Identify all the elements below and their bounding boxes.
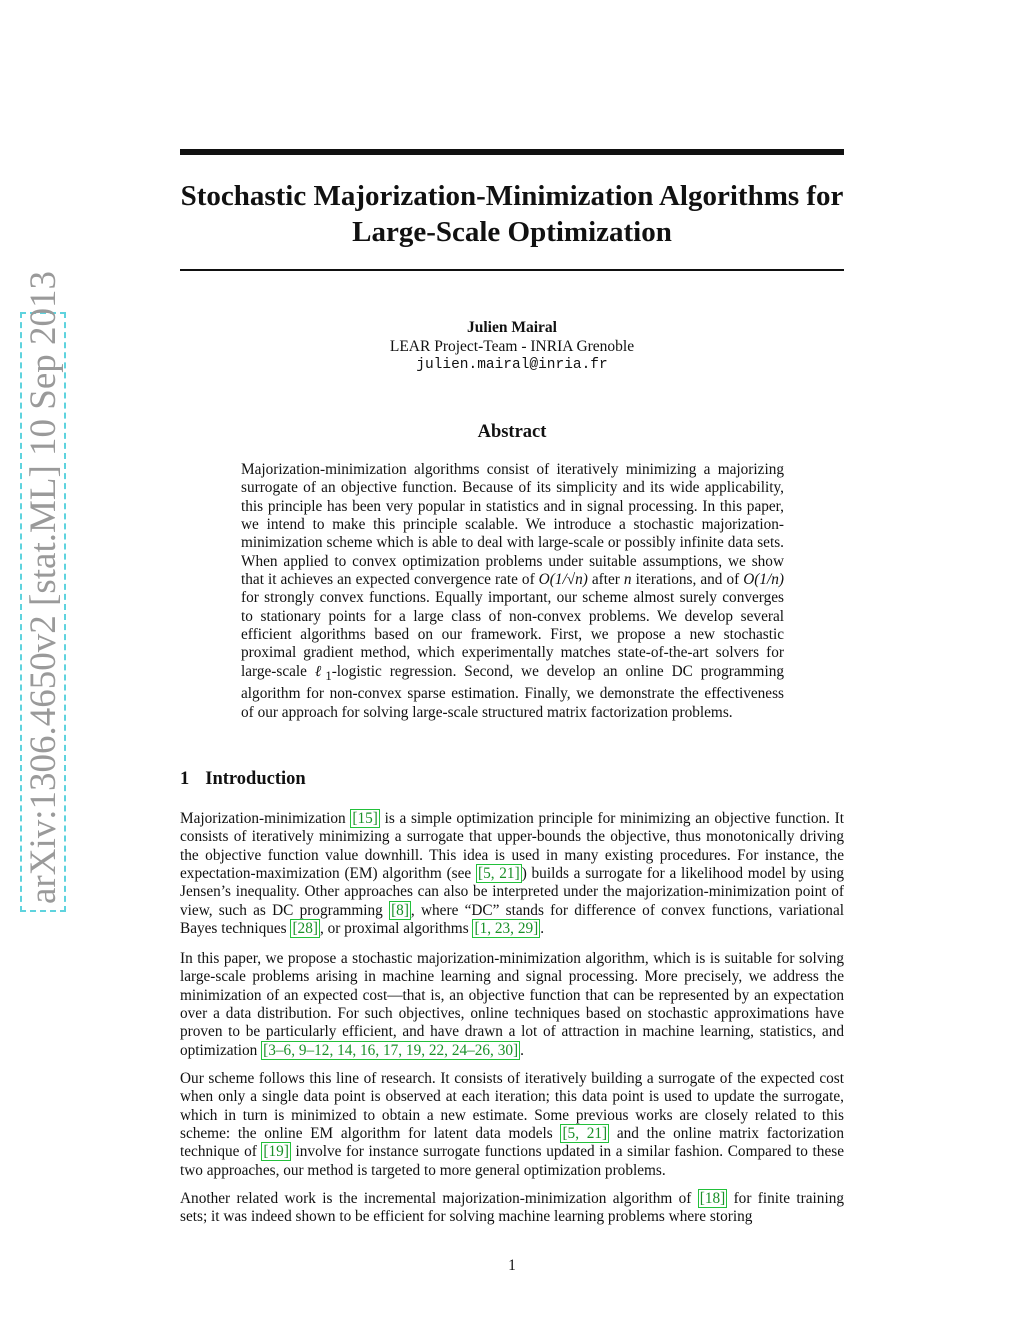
author-block bbox=[200, 318, 824, 375]
section-number: 1 bbox=[180, 769, 190, 789]
text: and the online matrix factorization technique of bbox=[180, 1125, 844, 1161]
text: , or proximal algorithms bbox=[319, 920, 473, 938]
abstract-text-e: -logistic regression. Second, we develop an online DC programming algorithm for non-convex sparse estimation. Finally, we demonstrate the effectiveness of our approach for solving large-scale structured matrix factorization problems. bbox=[241, 662, 784, 721]
rate-n: O(1/n) bbox=[743, 571, 784, 589]
title-rule-top bbox=[180, 149, 844, 155]
author-affiliation: LEAR Project-Team - INRIA Grenoble bbox=[389, 338, 635, 355]
author-name: Julien Mairal bbox=[467, 319, 557, 336]
var-n: n bbox=[623, 571, 632, 589]
citation-link[interactable]: [8] bbox=[391, 901, 409, 919]
text: , where “DC” stands for difference of convex functions, variational Bayes techniques bbox=[180, 901, 844, 938]
citation-link[interactable]: [3–6, 9–12, 14, 16, 17, 19, 22, 24–26, 30] bbox=[263, 1041, 519, 1059]
abstract-text-b: after bbox=[587, 571, 624, 589]
title-line-2: Large-Scale Optimization bbox=[352, 216, 672, 248]
arxiv-stamp: arXiv:1306.4650v2 [stat.ML] 10 Sep 2013 bbox=[20, 312, 66, 912]
title-line-1: Stochastic Majorization-Minimization Algorithms for bbox=[180, 180, 844, 212]
abstract-text-c: iterations, and of bbox=[631, 571, 744, 589]
text: Majorization-minimization bbox=[180, 810, 351, 827]
intro-paragraph-1 bbox=[180, 810, 844, 938]
author-email: julien.mairal@inria.fr bbox=[416, 357, 608, 373]
text: is a simple optimization principle for minimizing an objective function. It consists of iteratively minimizing a surrogate that upper-bounds the objective, thus monotonically driving the objective function value downhill. This idea is used in many existing procedures. For instance, the expectation-maximization (EM) algorithm (see bbox=[180, 810, 844, 883]
section-title: Introduction bbox=[205, 769, 306, 789]
text: Our scheme follows this line of research. It consists of iteratively building a surrogate of the expected cost when only a single data point is observed at each iteration; this data point is used to update the surrogate, which in turn is minimized to obtain a new estimate. Some previous works are closely related to this scheme: the online EM algorithm for latent data models bbox=[180, 1070, 844, 1143]
abstract-text-a: Majorization-minimization algorithms consist of iteratively minimizing a majorizing surrogate of an objective function. Because of its simplicity and its wide applicability, this principle has been very popular in statistics and in signal processing. In this paper, we intend to make this principle scalable. We introduce a stochastic majorization-minimization scheme which is able to deal with large-scale or possibly infinite data sets. When applied to convex optimization problems under suitable assumptions, we show that it achieves an expected convergence rate of bbox=[241, 461, 784, 589]
citation-link[interactable]: [19] bbox=[263, 1143, 289, 1161]
paper-title bbox=[160, 178, 864, 250]
page-number: 1 bbox=[508, 1257, 516, 1274]
citation-link[interactable]: [5, 21] bbox=[562, 1125, 608, 1143]
abstract-body bbox=[241, 461, 784, 722]
text: Another related work is the incremental majorization-minimization algorithm of bbox=[180, 1190, 698, 1207]
text: for finite training sets; it was indeed shown to be efficient for solving machine learning problems where storing bbox=[180, 1190, 845, 1226]
citation-link[interactable]: [5, 21] bbox=[477, 865, 520, 883]
title-rule-bottom bbox=[180, 269, 844, 271]
section-heading-introduction bbox=[180, 768, 306, 790]
intro-paragraph-3 bbox=[180, 1070, 844, 1180]
citation-link[interactable]: [1, 23, 29] bbox=[474, 920, 539, 938]
text: involve for instance surrogate functions updated in a similar fashion. Compared to these two approaches, our method is targeted to more general optimization problems. bbox=[180, 1143, 844, 1179]
citation-link[interactable]: [18] bbox=[699, 1190, 726, 1207]
ell1-subscript: 1 bbox=[325, 668, 332, 683]
abstract-heading: Abstract bbox=[477, 422, 547, 442]
rate-sqrt-n: O(1/√n) bbox=[538, 571, 588, 589]
citation-link[interactable]: [28] bbox=[292, 920, 318, 938]
intro-paragraph-2 bbox=[180, 950, 844, 1060]
abstract-text-d: for strongly convex functions. Equally important, our scheme almost surely converges to stationary points for a large class of non-convex problems. We develop several efficient algorithms based on our framework. First, we propose a new stochastic proximal gradient method, which experimentally matches state-of-the-art solvers for large-scale bbox=[241, 589, 784, 680]
text: . bbox=[520, 1041, 524, 1059]
ell1-symbol: ℓ bbox=[314, 662, 326, 680]
text: ) builds a surrogate for a likelihood model by using Jensen’s inequality. Other approaches can also be interpreted under the majorization-minimization point of view, such as DC programming bbox=[180, 865, 844, 919]
citation-link[interactable]: [15] bbox=[352, 810, 378, 827]
intro-paragraph-4 bbox=[180, 1190, 844, 1227]
text: . bbox=[540, 920, 545, 938]
text: In this paper, we propose a stochastic majorization-minimization algorithm, which is is suitable for solving large-scale problems arising in machine learning and signal processing. More precisely, we address the minimization of an expected cost—that is, an objective function that can be represented by an expectation over a data distribution. For such objectives, online techniques based on stochastic approximations have proven to be particularly efficient, and have drawn a lot of attraction in machine learning, statistics, and optimization bbox=[180, 950, 844, 1059]
